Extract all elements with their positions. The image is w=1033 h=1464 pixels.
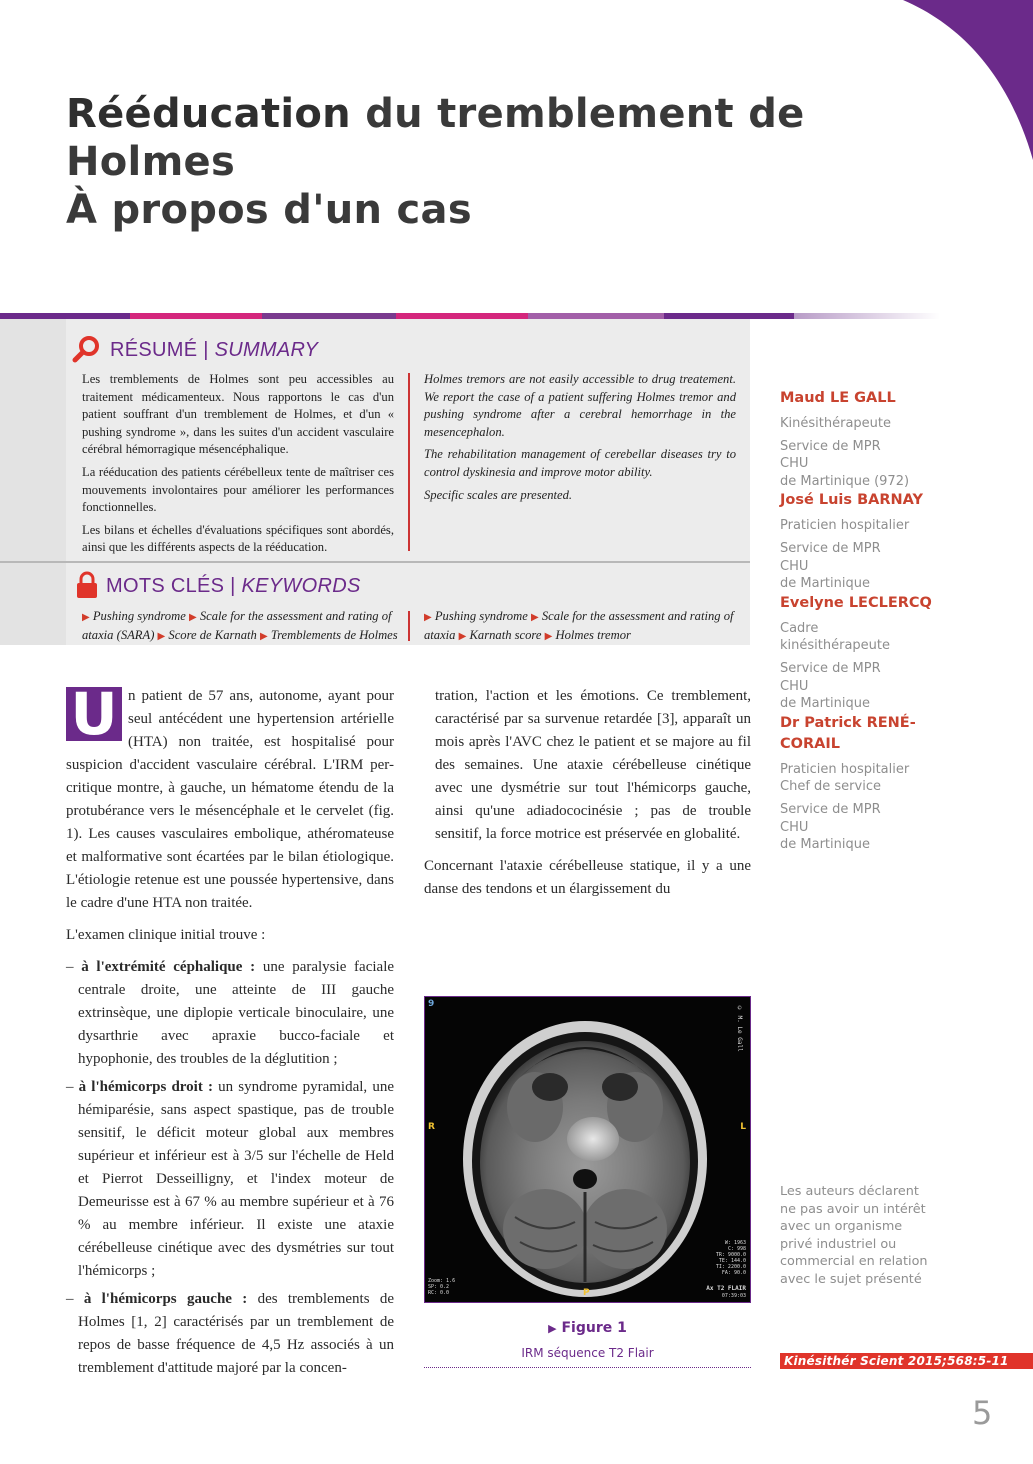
title-bold: Rééducation xyxy=(66,91,351,137)
author-4: Dr Patrick RENÉ-CORAIL Praticien hospitalier Chef de service Service de MPR CHU de Martinique xyxy=(780,714,916,853)
keywords-heading: MOTS CLÉS | KEYWORDS xyxy=(106,575,361,597)
mri-figure: 9 R L P © M. Le Gall Zoom: 1.6 SP: 0.2 RC: 0.0 W: 1963 C: 998 TR: 9000.0 TE: 144.0 TI: 2200.0 FA: 90.0 Ax T2 FLAIR 07:39:03 xyxy=(424,996,751,1303)
body-paragraph-2: L'examen clinique initial trouve : xyxy=(66,927,266,943)
list-item: – à l'hémicorps gauche : des tremblements de Holmes [1, 2] caractérisés par un tremblement de repos de basse fréquence de 4,5 Hz associés à un tremblement d'attitude majoré par la concen- xyxy=(66,1291,395,1376)
body-column-2 xyxy=(424,685,751,910)
figure-label: ▶ Figure 1 xyxy=(548,1320,627,1336)
article-title xyxy=(66,90,966,234)
title-rest: du tremblement de Holmes xyxy=(66,91,805,185)
body-paragraph-1: n patient de 57 ans, autonome, ayant pour seul antécédent une hypertension artérielle (HTA) non traitée, est hospitalisé pour suspicion d'accident vasculaire cérébral. L'IRM per-critique montre, à gauche, un hématome étendu de la protubérance vers le mésencéphale et le cervelet (fig. 1). Les causes vasculaires embolique, athéromateuse et malformative sont écartées par le bilan étiologique. L'étiologie retenue est une poussée hypertensive, dans le cadre d'une HTA non traitée. xyxy=(66,688,394,911)
padlock-icon xyxy=(76,571,98,599)
list-item: – à l'hémicorps droit : un syndrome pyramidal, une hémiparésie, sans aspect spastique, pas de trouble sensitif, le déficit moteur global aux membres supérieur et inférieur est à 3/5 sur l'échelle de Held et Pierrot Desseilligny, et l'index moteur de Demeurisse est à 67 % au membre supérieur et à 76 % au membre inférieur. Il existe une ataxie cérébelleuse cinétique avec des dysmétries sur tout l'hémicorps ; xyxy=(66,1079,394,1279)
keywords-french: ▶ Pushing syndrome ▶ Scale for the assessment and rating of ataxia (SARA) ▶ Score de Karnath ▶ Tremblements de Holmes xyxy=(82,609,398,642)
body-paragraph-4: Concernant l'ataxie cérébelleuse statique, il y a une danse des tendons et un élargissement du xyxy=(424,858,751,897)
author-1: Maud LE GALL Kinésithérapeute Service de MPR CHU de Martinique (972) xyxy=(780,390,910,489)
authors-list xyxy=(780,388,980,854)
list-item: – à l'extrémité céphalique : une paralysie faciale centrale droite, une atteinte de III gauche extrinsèque, une diplopie verticale binoculaire, une dysarthrie avec apraxie bucco-faciale et hypophonie, des troubles de la déglutition ; xyxy=(66,959,395,1067)
journal-citation: Kinésithér Scient 2015;568:5-11 xyxy=(780,1353,1033,1369)
keywords-english: ▶ Pushing syndrome ▶ Scale for the assessment and rating of ataxia ▶ Karnath score ▶ Holmes tremor xyxy=(424,609,734,642)
figure-caption: IRM séquence T2 Flair xyxy=(521,1346,654,1360)
abstract-box xyxy=(0,319,750,645)
figure-divider xyxy=(424,1367,751,1368)
conflict-disclaimer: Les auteurs déclarent ne pas avoir un intérêt avec un organisme privé industriel ou commercial en relation avec le sujet présenté xyxy=(780,1184,928,1287)
drop-cap: U xyxy=(66,687,122,741)
body-column-1 xyxy=(66,680,395,1385)
author-2: José Luis BARNAY Praticien hospitalier Service de MPR CHU de Martinique xyxy=(780,492,923,592)
body-paragraph-3: tration, l'action et les émotions. Ce tremblement, caractérisé par sa survenue retardée [3], apparaît un mois après l'AVC chez le patient et se majore au fil des semaines. Une ataxie cérébelleuse cinétique avec une dysmétrie sur tout l'hémicorps gauche, ainsi qu'une adiadococinésie ; pas de trouble sensitif, la force motrice est préservée en globalité. xyxy=(435,688,751,842)
summary-english: Holmes tremors are not easily accessible to drug treatement. We report the case of a patient suffering Holmes tremor and pushing syndrome after a cerebral hemorrhage in the mesencephalon. The rehabilitation management of cerebellar diseases try to control dyskinesia and improve motor ability. Specific scales are presented. xyxy=(424,372,736,502)
author-3: Evelyne LECLERCQ Cadre kinésithérapeute Service de MPR CHU de Martinique xyxy=(780,594,932,712)
magnifier-icon xyxy=(72,335,100,363)
summary-heading: RÉSUMÉ | SUMMARY xyxy=(110,339,319,361)
page-number: 5 xyxy=(972,1394,993,1432)
summary-french: Les tremblements de Holmes sont peu accessibles au traitement médicamenteux. Nous rapportons le cas d'un patient souffrant d'un tremblement de Holmes, et d'un « pushing syndrome », dans les suites d'un accident vasculaire cérébral hémorragique mésencéphalique. La rééducation des patients cérébelleux tente de maîtriser ces mouvements involontaires pour améliorer les performances fonctionnelles. Les bilans et échelles d'évaluations spécifiques sont abordés, ainsi que les différents aspects de la rééducation. xyxy=(82,372,394,555)
mri-scan-image xyxy=(425,997,749,1301)
title-line2: À propos d'un cas xyxy=(66,187,472,233)
